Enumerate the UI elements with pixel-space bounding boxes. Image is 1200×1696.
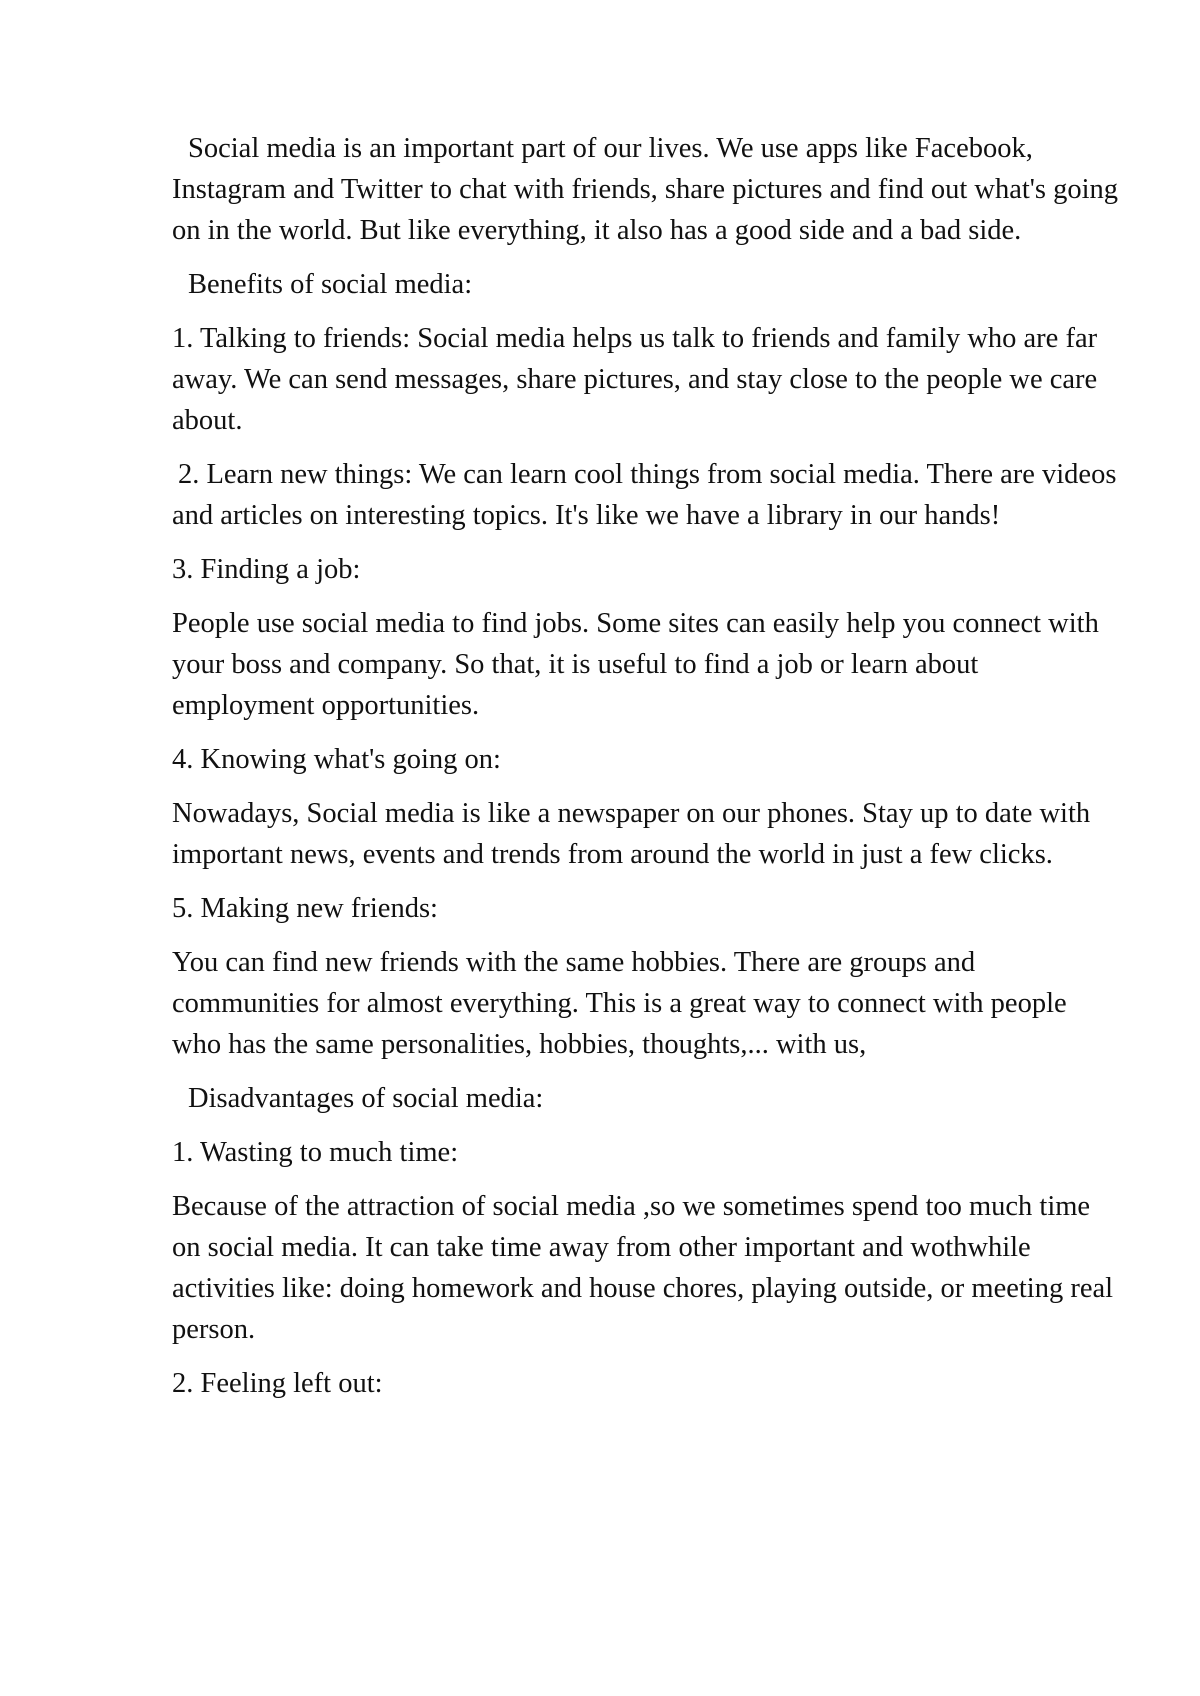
benefit-4-paragraph: Nowadays, Social media is like a newspaper on our phones. Stay up to date with important news, events and trends from around the world in just a few clicks.: [172, 798, 1091, 870]
benefit-5-paragraph: You can find new friends with the same hobbies. There are groups and communities for almost everything. This is a great way to connect with people who has the same personalities, hobbies, thoughts,... with us,: [172, 947, 1067, 1060]
benefit-3-paragraph: People use social media to find jobs. Some sites can easily help you connect with your boss and company. So that, it is useful to find a job or learn about employment opportunities.: [172, 608, 1099, 721]
intro-paragraph: Social media is an important part of our lives. We use apps like Facebook, Instagram and Twitter to chat with friends, share pictures and find out what's going on in the world. But like everything, it also has a good side and a bad side.: [172, 133, 1119, 246]
disadvantages-heading: Disadvantages of social media:: [188, 1083, 544, 1114]
benefit-5-heading: 5. Making new friends:: [172, 893, 438, 924]
benefit-2-paragraph: 2. Learn new things: We can learn cool things from social media. There are videos and articles on interesting topics. It's like we have a library in our hands!: [172, 459, 1117, 531]
benefits-heading: Benefits of social media:: [188, 269, 473, 300]
disadvantage-1-heading: 1. Wasting to much time:: [172, 1137, 459, 1168]
document-body: [172, 128, 1122, 1417]
disadvantage-2-heading: 2. Feeling left out:: [172, 1368, 383, 1399]
benefit-3-heading: 3. Finding a job:: [172, 554, 361, 585]
benefit-4-heading: 4. Knowing what's going on:: [172, 744, 501, 775]
disadvantage-1-paragraph: Because of the attraction of social media ,so we sometimes spend too much time on social media. It can take time away from other important and wothwhile activities like: doing homework and house chores, playing outside, or meeting real person.: [172, 1191, 1114, 1345]
benefit-1-paragraph: 1. Talking to friends: Social media helps us talk to friends and family who are far away. We can send messages, share pictures, and stay close to the people we care about.: [172, 323, 1098, 436]
